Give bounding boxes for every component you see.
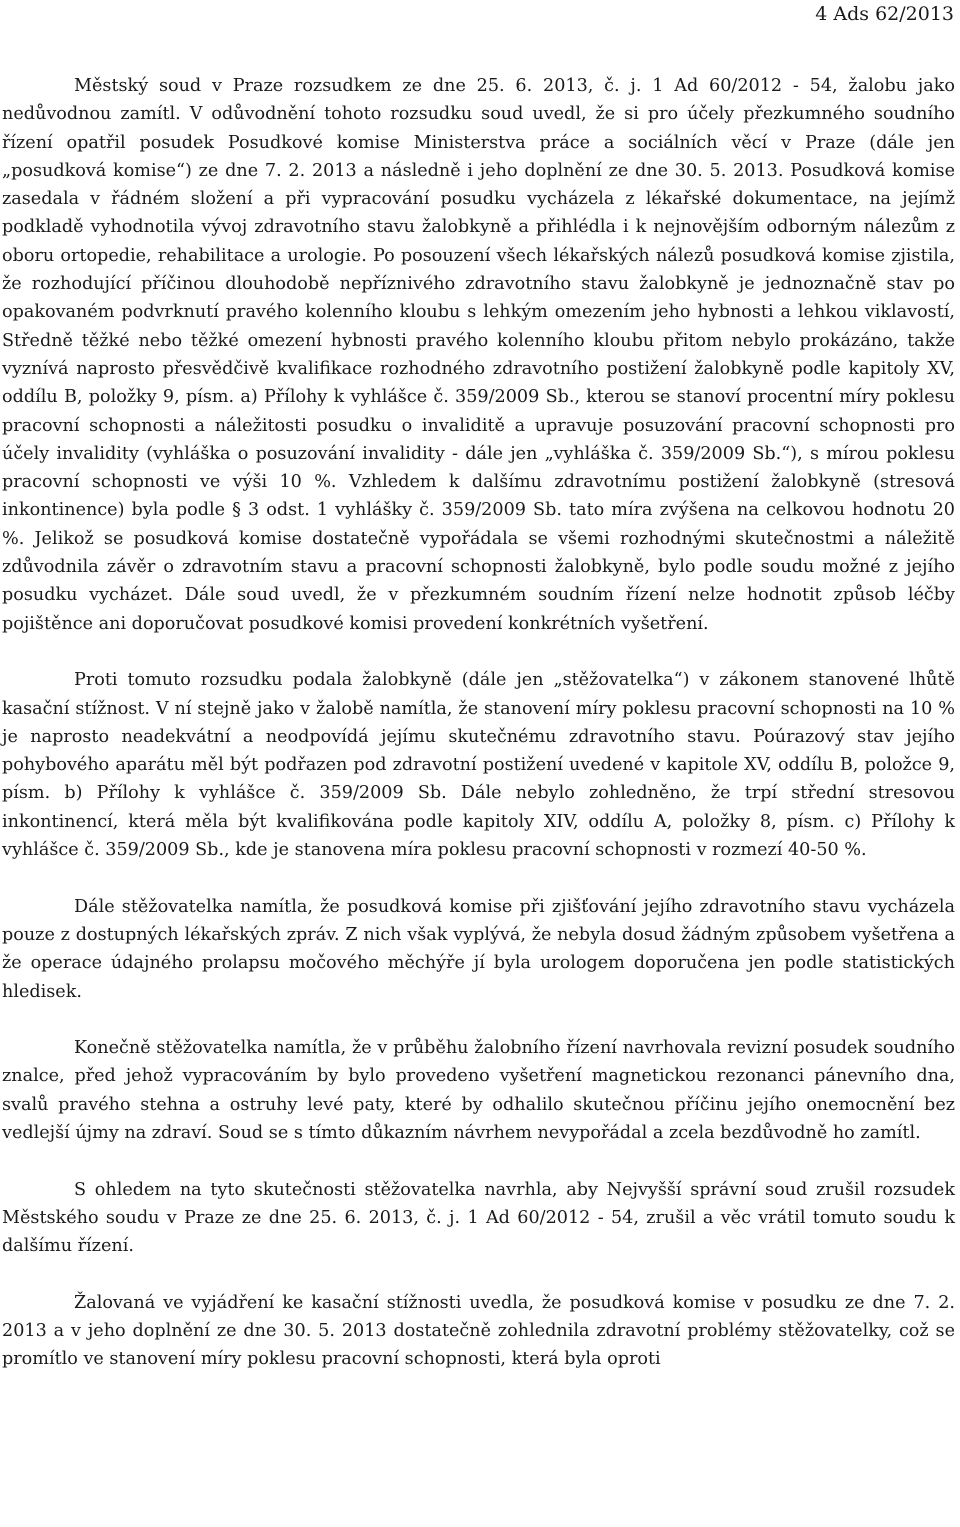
paragraph-2: Proti tomuto rozsudku podala žalobkyně (dále jen „stěžovatelka“) v zákonem stanovené lhůtě kasační stížnost. V ní stejně jako v žalobě namítla, že stanovení míry poklesu pracovní schopnosti na 10 % je naprosto neadekvátní a neodpovídá jejímu skutečnému zdravotního stavu. Poúrazový stav jejího pohybového aparátu měl být podřazen pod zdravotní postižení uvedené v kapitole XV, oddílu B, položce 9, písm. b) Přílohy k vyhlášce č. 359/2009 Sb. Dále nebylo zohledněno, že trpí střední stresovou inkontinencí, která měla být kvalifikována podle kapitoly XIV, oddílu A, položky 8, písm. c) Přílohy k vyhlášce č. 359/2009 Sb., kde je stanovena míra poklesu pracovní schopnosti v rozmezí 40-50 %. [2,670,955,861]
document-body [2,72,955,1374]
paragraph-1: Městský soud v Praze rozsudkem ze dne 25. 6. 2013, č. j. 1 Ad 60/2012 - 54, žalobu jako nedůvodnou zamítl. V odůvodnění tohoto rozsudku soud uvedl, že si pro účely přezkumného soudního řízení opatřil posudek Posudkové komise Ministerstva práce a sociálních věcí v Praze (dále jen „posudková komise“) ze dne 7. 2. 2013 a následně i jeho doplnění ze dne 30. 5. 2013. Posudková komise zasedala v řádném složení a při vypracování posudku vycházela z lékařské dokumentace, na jejímž podkladě vyhodnotila vývoj zdravotního stavu žalobkyně a přihlédla i k nejnovějším odborným nálezům z oboru ortopedie, rehabilitace a urologie. Po posouzení všech lékařských nálezů posudková komise zjistila, že rozhodující příčinou dlouhodobě nepříznivého zdravotního stavu žalobkyně je jednoznačně stav po opakovaném podvrknutí pravého kolenního kloubu s lehkým omezením jeho hybnosti a lehkou viklavostí, Středně těžké nebo těžké omezení hybnosti pravého kolenního kloubu přitom nebylo prokázáno, takže vyznívá naprosto přesvědčivě kvalifikace rozhodného zdravotního postižení žalobkyně podle kapitoly XV, oddílu B, položky 9, písm. a) Přílohy k vyhlášce č. 359/2009 Sb., kterou se stanoví procentní míry poklesu pracovní schopnosti a náležitosti posudku o invaliditě a upravuje posuzování pracovní schopnosti pro účely invalidity (vyhláška o posuzování invalidity - dále jen „vyhláška č. 359/2009 Sb.“), s mírou poklesu pracovní schopnosti ve výši 10 %. Vzhledem k dalšímu zdravotnímu postižení žalobkyně (stresová inkontinence) byla podle § 3 odst. 1 vyhlášky č. 359/2009 Sb. tato míra zvýšena na celkovou hodnotu 20 %. Jelikož se posudková komise dostatečně vypořádala se všemi rozhodnými skutečnostmi a náležitě zdůvodnila závěr o zdravotním stavu a pracovní schopnosti žalobkyně, bylo podle soudu možné z jejího posudku vycházet. Dále soud uvedl, že v přezkumném soudním řízení nelze hodnotit způsob léčby pojištěnce ani doporučovat posudkové komisi provedení konkrétních vyšetření. [2,76,955,634]
case-reference: 4 Ads 62/2013 [815,3,954,25]
paragraph-3: Dále stěžovatelka namítla, že posudková komise při zjišťování jejího zdravotního stavu vycházela pouze z dostupných lékařských zpráv. Z nich však vyplývá, že nebyla dosud žádným způsobem vyšetřena a že operace údajného prolapsu močového měchýře jí byla urologem doporučena jen podle statistických hledisek. [2,896,955,1002]
paragraph-4: Konečně stěžovatelka namítla, že v průběhu žalobního řízení navrhovala revizní posudek soudního znalce, před jehož vypracováním by bylo provedeno vyšetření magnetickou rezonanci pánevního dna, svalů pravého stehna a ostruhy levé paty, které by odhalilo skutečnou příčinu jejího onemocnění bez vedlejší újmy na zdraví. Soud se s tímto důkazním návrhem nevypořádal a zcela bezdůvodně ho zamítl. [2,1038,955,1143]
paragraph-5: S ohledem na tyto skutečnosti stěžovatelka navrhla, aby Nejvyšší správní soud zrušil rozsudek Městského soudu v Praze ze dne 25. 6. 2013, č. j. 1 Ad 60/2012 - 54, zrušil a věc vrátil tomuto soudu k dalšímu řízení. [2,1179,955,1257]
paragraph-6: Žalovaná ve vyjádření ke kasační stížnosti uvedla, že posudková komise v posudku ze dne 7. 2. 2013 a v jeho doplnění ze dne 30. 5. 2013 dostatečně zohlednila zdravotní problémy stěžovatelky, což se promítlo ve stanovení míry poklesu pracovní schopnosti, která byla oproti [2,1292,955,1370]
